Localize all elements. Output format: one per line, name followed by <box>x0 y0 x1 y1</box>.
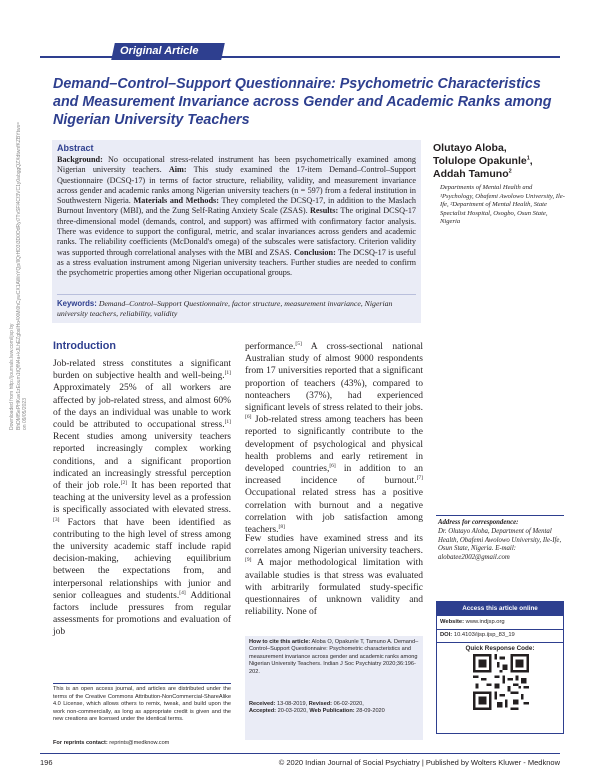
revised-label: Revised: <box>308 701 333 707</box>
qr-heading: Quick Response Code: <box>465 645 535 652</box>
body-column-2 <box>245 341 423 536</box>
intro-text: It has been reported that teaching at the university level as a profession is specifically associated with elevated stress. <box>53 481 231 516</box>
revised-date: 06-02-2020, <box>332 701 364 707</box>
citation-ref: [1] <box>224 370 231 377</box>
abstract-heading: Abstract <box>57 143 94 153</box>
citation-ref: [2] <box>120 479 128 486</box>
body-column-2-paragraph-2 <box>245 533 423 618</box>
keywords-label: Keywords: <box>57 299 97 308</box>
citation-ref: [4] <box>179 589 186 596</box>
body-column-1 <box>53 358 231 639</box>
citation-ref: [5] <box>295 340 302 347</box>
keywords-text: Demand–Control–Support Questionnaire, factor structure, measurement invariance, Nigerian university teachers, reliability, validity <box>57 299 393 318</box>
abstract-body <box>57 155 416 279</box>
author-list <box>433 142 563 181</box>
conclusion-label: Conclusion: <box>293 247 336 257</box>
cite-text: Aloba O, Opakunle T, Tamuno A. Demand–Control–Support Questionnaire: Psychometric characteristics and measurement invariance across gender and academic ranks among Nigerian University Teachers. Indian J Soc Psychiatry 2020;36:196-202. <box>249 639 419 675</box>
correspondence-heading: Address for correspondence: <box>438 519 519 526</box>
citation-ref: [6] <box>329 462 336 469</box>
doi-link[interactable]: 10.4103/ijsp.ijsp_83_19 <box>452 632 515 638</box>
intro-text: in addition to an increased incidence of burnout. <box>245 464 423 487</box>
author-2-sup: 1 <box>526 155 530 162</box>
author-3-name: Addah Tamuno <box>433 168 509 180</box>
intro-text: Job-related stress constitutes a significant burden on subjective health and well-being. <box>53 359 231 382</box>
author-1: Olutayo Aloba, <box>433 142 507 154</box>
website-link[interactable]: www.indjsp.org <box>464 619 505 625</box>
background-label: Background: <box>57 155 103 164</box>
citation-ref: [7] <box>416 475 423 482</box>
keywords <box>57 299 416 319</box>
received-label: Received: <box>249 701 276 707</box>
article-dates <box>249 701 420 716</box>
article-type-label: Original Article <box>120 45 199 57</box>
intro-text: Job-related stress among teachers has been reported to significantly contribute to the development of psychological and physical health problems and early retirement in developed countries, <box>245 415 423 475</box>
access-separator <box>437 642 563 643</box>
website-row <box>440 619 562 625</box>
affiliations: Departments of Mental Health and ¹Psychology, Obafemi Awolowo University, Ile-Ife, ²Department of Mental Health, State Specialist Hospital, Osogbo, Osun State, Nigeria <box>440 184 565 226</box>
web-publication-date: 28-09-2020 <box>354 708 385 715</box>
methods-text: They completed the DCSQ-17, in addition to the Maslach Burnout Inventory (MBI), and the Zung Self-Rating Anxiety Scale (ZSAS). <box>57 196 417 216</box>
author-2: Tolulope Opakunle$^1$, <box>433 155 533 167</box>
web-publication-label: Web Publication: <box>309 708 355 715</box>
citation-ref: [9] <box>245 557 252 564</box>
citation-ref: [8] <box>278 523 285 530</box>
aim-text: This study examined the 17-item Demand–Control–Support Questionnaire (DCSQ-17) in terms of factor structure, reliability, validity, and measurement invariance across gender and academic ranks among Nigerian university teachers (n = 597) from a federal institution in Southwestern Nigeria. <box>57 165 417 206</box>
intro-text: performance. <box>245 342 296 352</box>
intro-text: Factors that have been identified as contributing to the high level of stress among the university academic staff include rapid decision-making, achieving equilibrium between the expectations from, and interpersonal relationships with junior and senior colleagues and students. <box>53 517 231 601</box>
access-separator <box>437 629 563 630</box>
reprints-email[interactable]: reprints@medknow.com <box>107 740 170 746</box>
reprints-label: For reprints contact: <box>53 740 108 746</box>
license-text: This is an open access journal, and articles are distributed under the terms of the Creative Commons Attribution-NonCommercial-ShareAlike 4.0 License, which allows others to remix, tweak, and build upon the work non-commercially, as long as appropriate credit is given and the new creations are licensed under the identical terms. <box>53 686 231 722</box>
intro-text: Recent studies among university teachers reported increasingly complex working conditions, and a significant proportion indicated an increasingly stressful perception of their job role. <box>53 432 231 492</box>
intro-text: Few studies have examined stress and its correlates among Nigerian university teachers. <box>245 534 423 557</box>
intro-text: Approximately 25% of all workers are affected by job-related stress, and almost 60% of the days an individual was unable to work could be attributed to occupational stress. <box>53 383 231 431</box>
intro-text: Additional factors include pressures from regular assessments for promotions and evaluation of job <box>53 590 231 638</box>
author-3-sup: 2 <box>508 168 512 175</box>
license-rule <box>53 683 231 684</box>
footer-rule <box>40 753 560 754</box>
website-label: Website: <box>440 619 465 625</box>
paper-title: Demand–Control–Support Questionnaire: Psychometric Characteristics and Measurement Invariance across Gender and Academic Ranks among Nigerian University Teachers <box>53 76 552 128</box>
accepted-date: 20-03-2020, <box>276 708 310 715</box>
accepted-label: Accepted: <box>249 708 277 715</box>
introduction-heading: Introduction <box>53 340 116 352</box>
correspondence-text: Dr. Olutayo Aloba, Department of Mental Health, Obafemi Awolowo University, Ile-Ife, Osun State, Nigeria. E-mail: alobatee2002@gmail.com <box>438 527 562 562</box>
author-2-name: Tolulope Opakunle <box>433 155 527 167</box>
cite-label: How to cite this article: <box>249 639 311 645</box>
intro-text: Occupational related stress has a positive correlation with burnout and a negative correlation with job satisfaction among teachers. <box>245 488 423 536</box>
doi-label: DOI: <box>440 632 453 638</box>
journal-footer: © 2020 Indian Journal of Social Psychiatry | Published by Wolters Kluwer - Medknow <box>278 758 560 767</box>
intro-text: A major methodological limitation with available studies is that stress was evaluated with arbitrarily formulated study-specific questionnaires of unknown validity and reliability. None of <box>245 558 423 618</box>
correspondence-rule <box>436 515 564 516</box>
received-date: 13-08-2019, <box>275 701 309 707</box>
results-label: Results: <box>310 206 339 216</box>
citation-ref: [1] <box>224 418 231 425</box>
access-heading: Access this article online <box>437 602 563 616</box>
reprints-line <box>53 740 231 746</box>
aim-label: Aim: <box>168 165 187 175</box>
citation-ref: [6] <box>245 414 252 421</box>
background-text: No occupational stress-related instrument has been psychometrically examined among Nigerian university teachers. <box>57 155 416 175</box>
download-side-text <box>2 122 28 430</box>
author-3 <box>433 168 563 181</box>
article-type-tag <box>111 43 225 60</box>
download-notice: Downloaded from http://journals.lww.com/ijsp by BhDMf5ePHKav1zEoum1tQfN4a+kJLhEZgbsIHo4XMi0hCywCX1AWnYQp/IlQrHD3i3D0OdRyi7TvSFl4Cf3VC1y0abggQZXdtwnfKZBYtws= on 09/05/2023 <box>9 122 28 430</box>
methods-label: Materials and Methods: <box>133 196 219 206</box>
abstract-separator <box>57 294 416 295</box>
citation-ref: [3] <box>53 516 60 523</box>
correspondence <box>438 519 564 563</box>
how-to-cite <box>249 639 420 676</box>
doi-row <box>440 632 562 638</box>
conclusion-text: The DCSQ-17 is useful as a stress evaluation instrument among Nigerian university teachers. Further studies are needed to confirm the psychometric properties among other Nigerian occupational groups. <box>57 247 416 278</box>
qr-code-icon[interactable] <box>473 654 529 710</box>
results-text: The original DCSQ-17 three-dimensional model (demands, control, and support) was affirmed with confirmatory factor analysis. There was evidence to support the configural, metric, and scalar invariances across genders and academic ranks. The reliability coefficients (McDonald's omega) of the subscales were satisfactory. Criterion validity was supported through correlational analyses with the MBI and ZSAS. <box>57 206 417 257</box>
page-number: 196 <box>40 758 53 767</box>
intro-text: A cross-sectional national Australian study of almost 9000 respondents from 17 universities reported that a significant proportion of teachers (43%), compared to nonteachers (37%), had experienced significant levels of stress related to their jobs. <box>245 342 423 414</box>
